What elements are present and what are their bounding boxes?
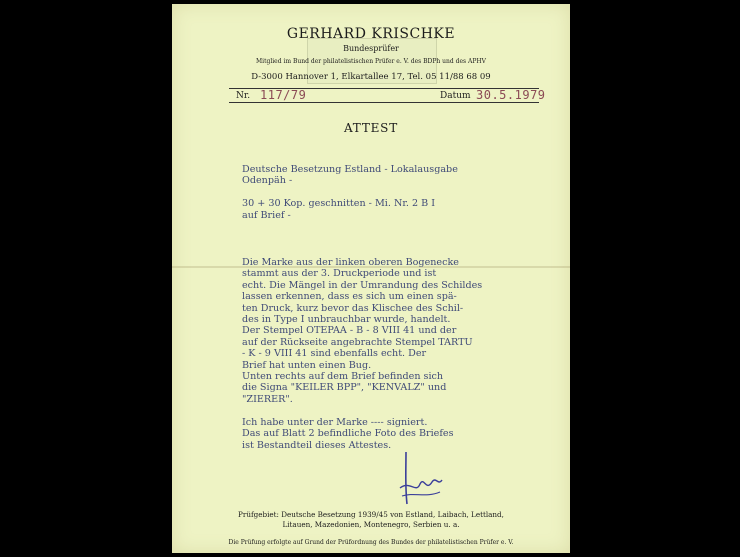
date-label: Datum: [440, 91, 471, 101]
footer-area-2: Litauen, Mazedonien, Montenegro, Serbien u. a.: [282, 520, 460, 529]
examiner-name: GERHARD KRISCHKE: [286, 26, 456, 42]
body-line: Die Marke aus der linken oberen Bogenecke: [242, 257, 459, 268]
body-line: Das auf Blatt 2 befindliche Foto des Briefes: [242, 428, 454, 440]
number-label: Nr.: [236, 91, 251, 101]
signature: [396, 450, 444, 506]
body-line: Ich habe unter der Marke ---- signiert.: [242, 416, 428, 428]
item-line: 30 + 30 Kop. geschnitten - Mi. Nr. 2 B I: [242, 198, 436, 210]
body-line: die Signa "KEILER BPP", "KENVALZ" und: [242, 382, 447, 394]
body-line: echt. Die Mängel in der Umrandung des Schildes: [242, 279, 483, 291]
footer-note: Die Prüfung erfolgte auf Grund der Prüfordnung des Bundes der philatelistischen Prüfer e. V.: [228, 539, 514, 546]
item-line: [242, 187, 458, 198]
examiner-role: Bundesprüfer: [343, 44, 399, 53]
body-line: [242, 405, 482, 416]
body-line: Brief hat unten einen Bug.: [242, 359, 372, 371]
footer-area: Prüfgebiet: Deutsche Besetzung 1939/45 von Estland, Laibach, Lettland,: [238, 510, 504, 519]
item-line: auf Brief -: [242, 209, 291, 221]
body-line: des in Type I unbrauchbar wurde, handelt.: [242, 314, 451, 326]
body-line: ten Druck, kurz bevor das Klischee des Schil-: [242, 302, 464, 314]
body-line: ist Bestandteil dieses Attestes.: [242, 439, 392, 451]
body-line: Der Stempel OTEPAA - B - 8 VIII 41 und der: [242, 325, 457, 337]
document-title: ATTEST: [343, 121, 399, 135]
body-line: stammt aus der 3. Druckperiode und ist: [242, 268, 437, 280]
body-line: auf der Rückseite angebrachte Stempel TARTU: [242, 336, 473, 348]
number-value: 117/79: [260, 88, 307, 102]
meta-rule: [229, 102, 539, 103]
body-line: Unten rechts auf dem Brief befinden sich: [242, 371, 444, 383]
certificate-paper: [172, 4, 570, 553]
address-line: D-3000 Hannover 1, Elkartallee 17, Tel. 05 11/88 68 09: [251, 72, 491, 82]
certificate-body: [242, 257, 482, 451]
body-line: - K - 9 VIII 41 sind ebenfalls echt. Der: [242, 348, 427, 360]
membership-line: Mitglied im Bund der philatelistischen Prüfer e. V. des BDPh und des APHV: [256, 58, 486, 65]
item-line: Deutsche Besetzung Estland - Lokalausgabe: [242, 164, 458, 175]
date-value: 30.5.1979: [476, 88, 546, 102]
body-line: lassen erkennen, dass es sich um einen spä-: [242, 291, 457, 303]
item-description: [242, 164, 458, 221]
item-line: Odenpäh -: [242, 175, 293, 187]
body-line: "ZIERER".: [242, 393, 293, 405]
